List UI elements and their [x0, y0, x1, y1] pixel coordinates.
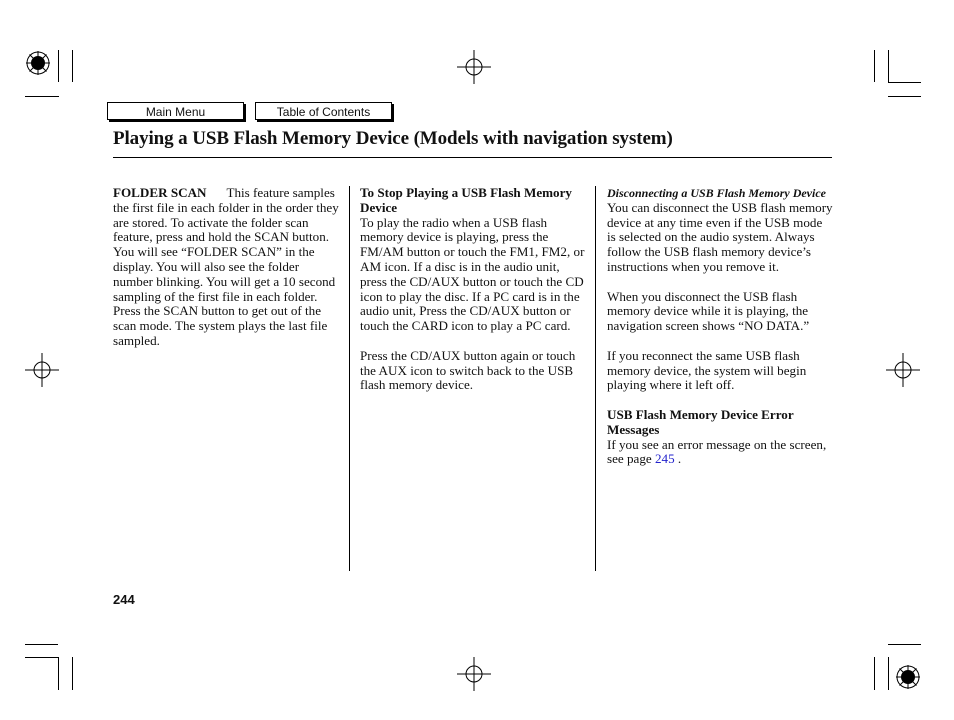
error-messages-paragraph	[607, 438, 833, 468]
crop-mark	[72, 50, 73, 82]
column-divider	[349, 186, 350, 571]
registration-target-icon	[457, 50, 491, 84]
stop-playing-paragraph: To play the radio when a USB flash memory device is playing, press the FM/AM button or touch the FM1, FM2, or AM icon. If a disc is in the audio unit, press the CD/AUX button or touch the CD icon to play the disc. If a PC card is in the audio unit, Press the CD/AUX button or touch the CARD icon to play a PC card.	[360, 214, 585, 334]
crop-mark	[888, 82, 921, 83]
reconnect-paragraph: If you reconnect the same USB flash memory device, the system will begin playing where it left off.	[607, 347, 807, 393]
stop-playing-heading: To Stop Playing a USB Flash Memory Device	[360, 185, 572, 215]
column-divider	[595, 186, 596, 571]
folder-scan-paragraph	[113, 186, 341, 349]
switch-back-paragraph: Press the CD/AUX button again or touch the AUX icon to switch back to the USB flash memory device.	[360, 347, 576, 393]
error-messages-heading: USB Flash Memory Device Error Messages	[607, 406, 794, 437]
crop-mark	[25, 96, 59, 97]
main-menu-button[interactable]: Main Menu	[107, 102, 244, 120]
page-245-link[interactable]: 245	[654, 451, 675, 467]
column-folder-scan	[113, 186, 341, 349]
registration-target-icon	[457, 657, 491, 691]
crop-mark	[874, 657, 875, 690]
crop-mark	[25, 644, 58, 645]
table-of-contents-button[interactable]: Table of Contents	[255, 102, 392, 120]
disconnect-paragraph: You can disconnect the USB flash memory device at any time even if the USB mode is selected on the audio system. Always follow the USB flash memory device’s instructions when you remove it.	[607, 199, 833, 274]
crop-mark	[888, 644, 921, 645]
registration-burst-icon	[895, 664, 921, 690]
page-number: 244	[113, 592, 135, 607]
registration-target-icon	[886, 353, 920, 387]
crop-mark	[58, 50, 59, 82]
crop-mark	[25, 657, 58, 658]
crop-mark	[874, 50, 875, 82]
crop-mark	[888, 96, 921, 97]
registration-burst-icon	[25, 50, 51, 76]
title-divider	[113, 157, 832, 158]
column-disconnecting	[607, 186, 833, 467]
page-title: Playing a USB Flash Memory Device (Models with navigation system)	[113, 128, 673, 149]
registration-target-icon	[25, 353, 59, 387]
disconnecting-heading: Disconnecting a USB Flash Memory Device	[607, 186, 826, 200]
folder-scan-heading: FOLDER SCAN	[113, 185, 207, 200]
crop-mark	[58, 657, 59, 690]
column-stop-playing	[360, 186, 588, 393]
crop-mark	[888, 657, 889, 690]
error-messages-text: If you see an error message on the screen, see page	[607, 436, 827, 467]
crop-mark	[888, 50, 889, 82]
crop-mark	[72, 657, 73, 690]
folder-scan-text: This feature samples the first file in each folder in the order they are stored. To activate the folder scan feature, press and hold the SCAN button. You will see “FOLDER SCAN” in the display. You will also see the folder number blinking. You will get a 10 second sampling of the first file in each folder. Press the SCAN button to get out of the scan mode. The system plays the last file sampled.	[113, 185, 339, 348]
no-data-paragraph: When you disconnect the USB flash memory device while it is playing, the navigation screen shows “NO DATA.”	[607, 288, 810, 334]
error-messages-end: .	[674, 451, 682, 467]
